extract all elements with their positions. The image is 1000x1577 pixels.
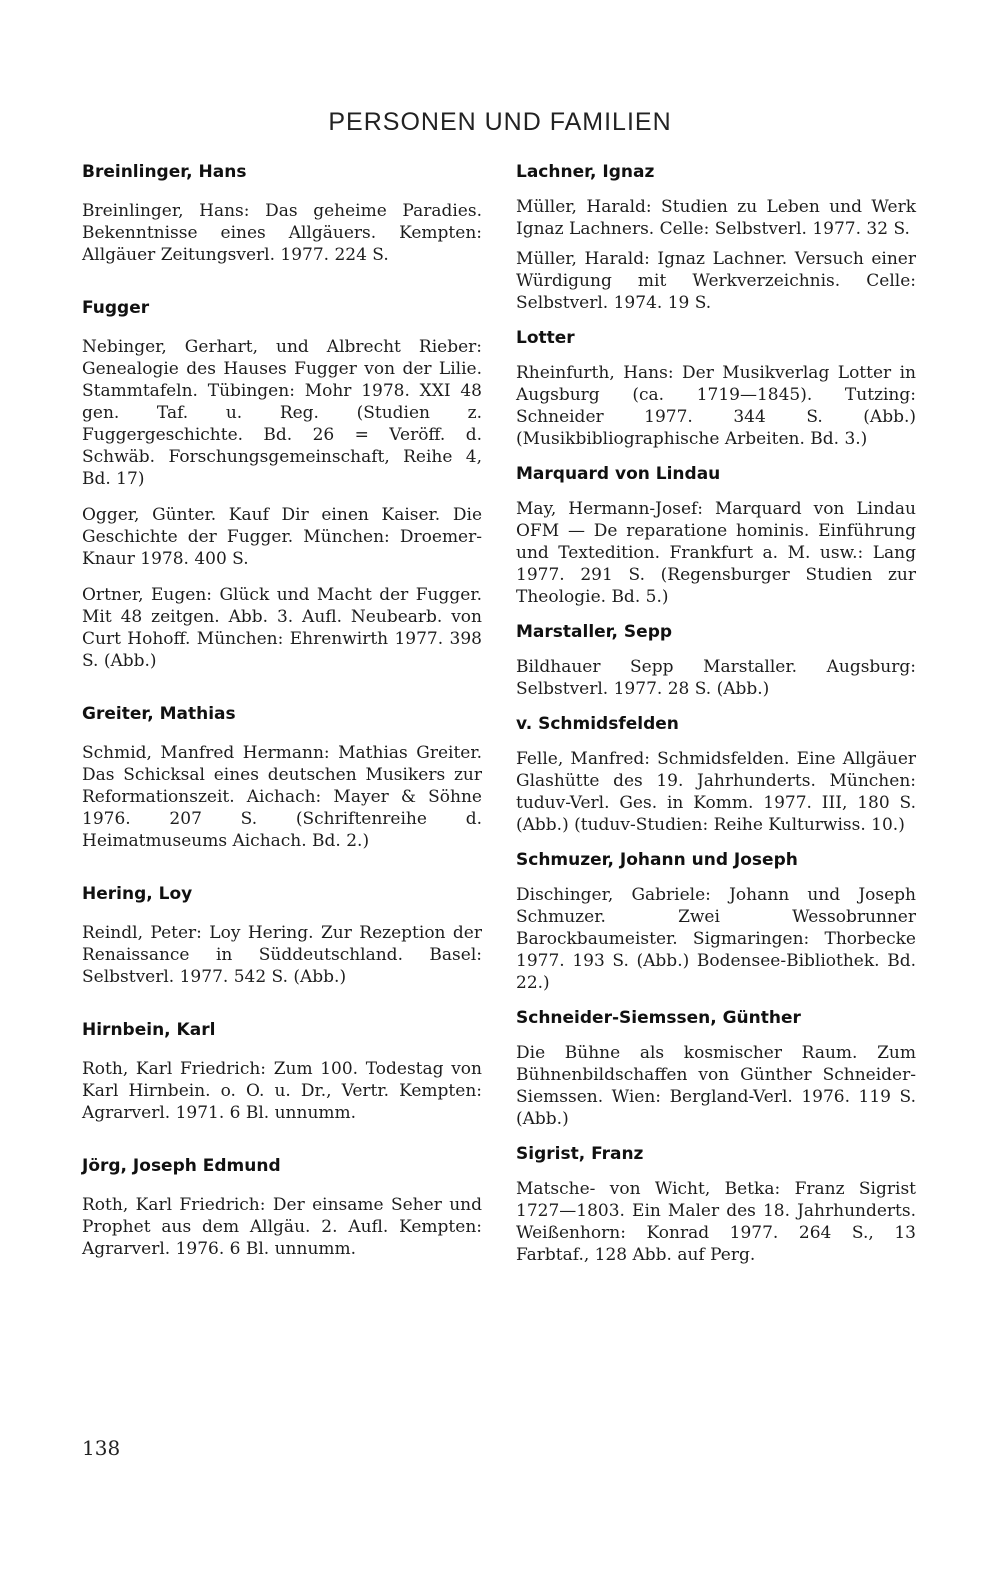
bibliography-entry: Ogger, Günter. Kauf Dir einen Kaiser. Die Geschichte der Fugger. München: Droemer-Knaur 1978. 400 S. — [82, 505, 482, 569]
bibliography-entry: Breinlinger, Hans: Das geheime Paradies. Bekenntnisse eines Allgäuers. Kempten: Allgäuer Zeitungsverl. 1977. 224 S. — [82, 201, 482, 265]
section-heading: Lotter — [516, 328, 575, 348]
section-heading: v. Schmidsfelden — [516, 714, 679, 734]
bibliography-entry: Nebinger, Gerhart, und Albrecht Rieber: Genealogie des Hauses Fugger von der Lilie. Stammtafeln. Tübingen: Mohr 1978. XXI 48 gen. Taf. u. Reg. (Studien z. Fuggergeschichte. Bd. 26 = Veröff. d. Schwäb. Forschungsgemeinschaft, Reihe 4, Bd. 17) — [82, 337, 482, 489]
section-heading: Greiter, Mathias — [82, 704, 236, 724]
section-heading: Lachner, Ignaz — [516, 162, 655, 182]
bibliography-entry: May, Hermann-Josef: Marquard von Lindau OFM — De reparatione hominis. Einführung und Textedition. Frankfurt a. M. usw.: Lang 1977. 291 S. (Regensburger Studien zur Theologie. Bd. 5.) — [516, 499, 916, 607]
section-heading: Schneider-Siemssen, Günther — [516, 1008, 801, 1028]
bibliography-entry: Ortner, Eugen: Glück und Macht der Fugger. Mit 48 zeitgen. Abb. 3. Aufl. Neubearb. von Curt Hohoff. München: Ehrenwirth 1977. 398 S. (Abb.) — [82, 585, 482, 671]
bibliography-entry: Roth, Karl Friedrich: Der einsame Seher und Prophet aus dem Allgäu. 2. Aufl. Kempten: Agrarverl. 1976. 6 Bl. unnumm. — [82, 1195, 482, 1259]
section-heading: Breinlinger, Hans — [82, 162, 247, 182]
section-sigrist — [516, 1142, 916, 1266]
section-lotter — [516, 326, 916, 450]
left-column — [82, 160, 482, 1290]
bibliography-entry: Matsche- von Wicht, Betka: Franz Sigrist 1727—1803. Ein Maler des 18. Jahrhunderts. Weißenhorn: Konrad 1977. 264 S., 13 Farbtaf., 128 Abb. auf Perg. — [516, 1179, 916, 1265]
bibliography-entry: Müller, Harald: Ignaz Lachner. Versuch einer Würdigung mit Werkverzeichnis. Celle: Selbstverl. 1974. 19 S. — [516, 249, 916, 313]
section-heading: Marstaller, Sepp — [516, 622, 673, 642]
section-schneider-siemssen — [516, 1006, 916, 1130]
section-schmidsfelden — [516, 712, 916, 836]
section-heading: Fugger — [82, 298, 150, 318]
section-hering — [82, 882, 482, 988]
bibliography-entry: Die Bühne als kosmischer Raum. Zum Bühnenbildschaffen von Günther Schneider-Siemssen. Wien: Bergland-Verl. 1976. 119 S. (Abb.) — [516, 1043, 916, 1129]
section-heading: Jörg, Joseph Edmund — [82, 1156, 281, 1176]
section-heading: Sigrist, Franz — [516, 1144, 644, 1164]
section-breinlinger — [82, 160, 482, 266]
section-marstaller — [516, 620, 916, 700]
section-greiter — [82, 702, 482, 852]
section-schmuzer — [516, 848, 916, 994]
section-marquard — [516, 462, 916, 608]
bibliography-entry: Müller, Harald: Studien zu Leben und Werk Ignaz Lachners. Celle: Selbstverl. 1977. 32 S. — [516, 197, 916, 239]
bibliography-entry: Roth, Karl Friedrich: Zum 100. Todestag von Karl Hirnbein. o. O. u. Dr., Vertr. Kempten: Agrarverl. 1971. 6 Bl. unnumm. — [82, 1059, 482, 1123]
page-title: PERSONEN UND FAMILIEN — [328, 108, 672, 136]
section-joerg — [82, 1154, 482, 1260]
section-heading: Marquard von Lindau — [516, 464, 721, 484]
section-heading: Hirnbein, Karl — [82, 1020, 216, 1040]
section-heading: Hering, Loy — [82, 884, 193, 904]
bibliography-entry: Rheinfurth, Hans: Der Musikverlag Lotter in Augsburg (ca. 1719—1845). Tutzing: Schneider 1977. 344 S. (Abb.) (Musikbibliographische Arbeiten. Bd. 3.) — [516, 363, 916, 449]
bibliography-entry: Dischinger, Gabriele: Johann und Joseph Schmuzer. Zwei Wessobrunner Barockbaumeister. Sigmaringen: Thorbecke 1977. 193 S. (Abb.) Bodensee-Bibliothek. Bd. 22.) — [516, 885, 916, 993]
section-fugger — [82, 296, 482, 672]
bibliography-entry: Felle, Manfred: Schmidsfelden. Eine Allgäuer Glashütte des 19. Jahrhunderts. München: tuduv-Verl. Ges. in Komm. 1977. III, 180 S. (Abb.) (tuduv-Studien: Reihe Kulturwiss. 10.) — [516, 749, 916, 835]
bibliography-entry: Schmid, Manfred Hermann: Mathias Greiter. Das Schicksal eines deutschen Musikers zur Reformationszeit. Aichach: Mayer & Söhne 1976. 207 S. (Schriftenreihe d. Heimatmuseums Aichach. Bd. 2.) — [82, 743, 482, 851]
right-column — [516, 160, 916, 1278]
section-heading: Schmuzer, Johann und Joseph — [516, 850, 798, 870]
section-lachner — [516, 160, 916, 314]
bibliography-entry: Bildhauer Sepp Marstaller. Augsburg: Selbstverl. 1977. 28 S. (Abb.) — [516, 657, 916, 699]
page-number: 138 — [82, 1436, 121, 1460]
bibliography-entry: Reindl, Peter: Loy Hering. Zur Rezeption der Renaissance in Süddeutschland. Basel: Selbstverl. 1977. 542 S. (Abb.) — [82, 923, 482, 987]
section-hirnbein — [82, 1018, 482, 1124]
